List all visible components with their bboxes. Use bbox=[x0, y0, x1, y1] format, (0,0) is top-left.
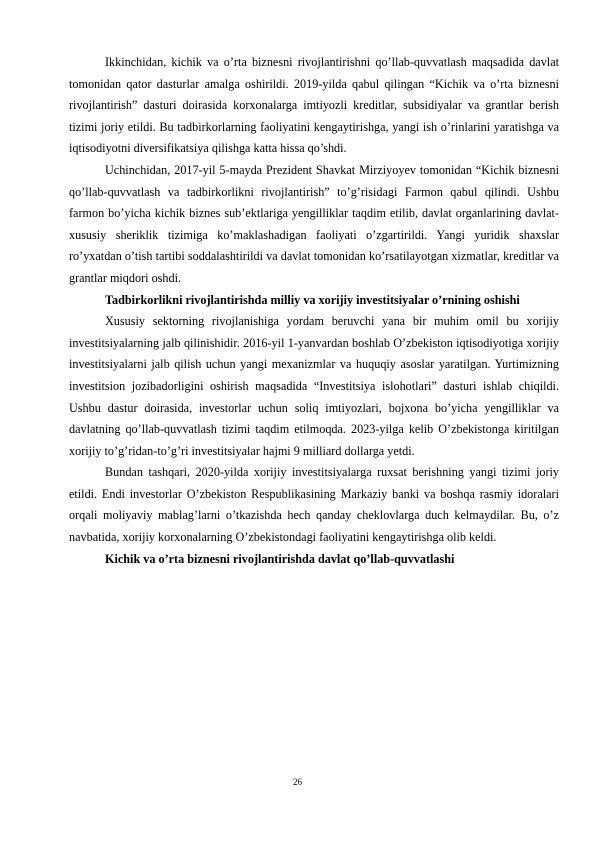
paragraph-bundan-tashqari: Bundan tashqari, 2020-yilda xorijiy investitsiyalarga ruxsat berishning yangi tizimi joriy etildi. Endi investorlar O’zbekiston Respublikasining Markaziy banki va boshqa rasmiy idoralari orqali moliyaviy mablag’larni o’tkazishda hech qanday cheklovlarga duch kelmaydilar. Bu, o’z navbatida, xorijiy korxonalarning O’zbekistondagi faoliyatini kengaytirishga olib keldi. bbox=[69, 465, 559, 545]
paragraph-foreign-investment: Xususiy sektorning rivojlanishiga yordam beruvchi yana bir muhim omil bu xorijiy investitsiyalarning jalb qilinishidir. 2016-yil 1-yanvardan boshlab O’zbekiston iqtisodiyotiga xorijiy investitsiyalarni jalb qilish uchun yangi mexanizmlar va huquqiy asoslar yaratilgan. Yurtimizning investitsion jozibadorligini oshirish maqsadida “Investitsiya islohotlari” dasturi ishlab chiqildi. Ushbu dastur doirasida, investorlar uchun soliq imtiyozlari, bojxona bo’yicha yengilliklar va davlatning qo’llab-quvvatlash tizimi taqdim etilmoqda. 2023-yilga kelib O’zbekistonga kiritilgan xorijiy to’g’ridan-to’g’ri investitsiyalar hajmi 9 milliard dollarga yetdi. bbox=[69, 314, 559, 458]
paragraph-uchinchidan: Uchinchidan, 2017-yil 5-mayda Prezident Shavkat Mirziyoyev tomonidan “Kichik biznesni qo’llab-quvvatlash va tadbirkorlikni rivojlantirish” to’g’risidagi Farmon qabul qilindi. Ushbu farmon bo’yicha kichik biznes sub’ektlariga yengilliklar taqdim etilib, davlat organlarining davlat-xususiy sheriklik tizimiga ko’maklashadigan faoliyati o’zgartirildi. Yangi yuridik shaxslar ro’yxatdan o’tish tartibi soddalashtirildi va davlat tomonidan ko’rsatilayotgan xizmatlar, kreditlar va grantlar miqdori oshdi. bbox=[69, 162, 559, 285]
document-page bbox=[69, 52, 559, 570]
page-number: 26 bbox=[293, 777, 302, 787]
paragraph-ikkinchidan: Ikkinchidan, kichik va o’rta biznesni rivojlantirishni qo’llab-quvvatlash maqsadida davlat tomonidan qator dasturlar amalga oshirildi. 2019-yilda qabul qilingan “Kichik va o’rta biznesni rivojlantirish” dasturi doirasida korxonalarga imtiyozli kreditlar, subsidiyalar va grantlar berish tizimi joriy etildi. Bu tadbirkorlarning faoliyatini kengaytirishga, yangi ish o’rinlarini yaratishga va iqtisodiyotni diversifikatsiya qilishga katta hissa qo’shdi. bbox=[69, 55, 559, 156]
section-heading-investments: Tadbirkorlikni rivojlantirishda milliy va xorijiy investitsiyalar o’rnining oshishi bbox=[105, 292, 520, 307]
section-heading-state-support: Kichik va o’rta biznesni rivojlantirishda davlat qo’llab-quvvatlashi bbox=[105, 551, 455, 566]
